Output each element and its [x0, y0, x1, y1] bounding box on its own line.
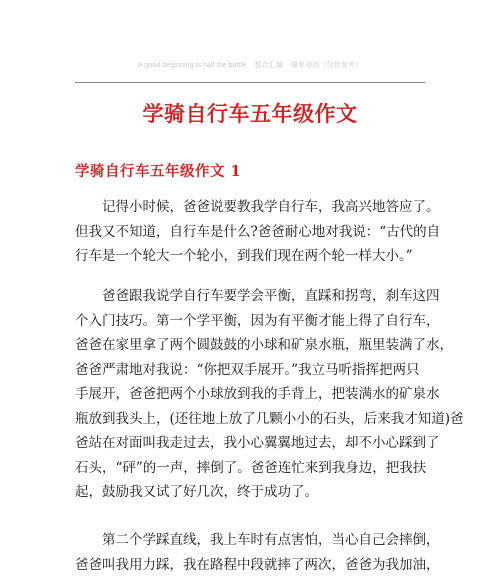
paragraph-line: 爸爸在家里拿了两个圆鼓鼓的小球和矿泉水瓶，瓶里装满了水， — [75, 333, 435, 358]
header-compiled: 整合汇编 — [255, 62, 283, 69]
paragraph-line: 行车是一个轮大一个轮小，到我们现在两个轮一样大小。” — [75, 244, 435, 269]
header-rule — [75, 82, 425, 83]
header-motto: A good beginning is half the battle — [138, 62, 247, 69]
paragraph-line: 但我又不知道，自行车是什么?爸爸耐心地对我说：“古代的自 — [75, 220, 435, 245]
paragraph-line: 第二个学踩直线，我上车时有点害怕，当心自己会摔倒， — [75, 528, 435, 553]
section-heading: 学骑自行车五年级作文 1 — [75, 160, 241, 181]
paragraph-2 — [75, 284, 435, 505]
paragraph-3 — [75, 528, 435, 577]
paragraph-line: 爸爸跟我说学自行车要学会平衡，直踩和拐弯，刹车这四 — [75, 284, 435, 309]
document-title: 学骑自行车五年级作文 — [0, 98, 500, 128]
paragraph-line: 爸爸叫我用力踩，我在路程中段就摔了两次，爸爸为我加油， — [75, 553, 435, 577]
paragraph-line: 爸爸严肃地对我说：“你把双手展开。”我立马听指挥把两只 — [75, 358, 435, 383]
paragraph-line: 石头，“砰”的一声，摔倒了。爸爸连忙来到我身边，把我扶 — [75, 456, 435, 481]
paragraph-line: 瓶放到我头上，(还往地上放了几颗小小的石头，后来我才知道)爸 — [75, 407, 435, 432]
header-note: 简单易用（仅供参考） — [291, 62, 362, 69]
paragraph-line: 个入门技巧。第一个学平衡，因为有平衡才能上得了自行车， — [75, 309, 435, 334]
paragraph-line: 记得小时候，爸爸说要教我学自行车，我高兴地答应了。 — [75, 195, 435, 220]
paragraph-line: 手展开，爸爸把两个小球放到我的手背上，把装满水的矿泉水 — [75, 382, 435, 407]
paragraph-1 — [75, 195, 435, 269]
paragraph-line: 爸站在对面叫我走过去，我小心翼翼地过去，却不小心踩到了 — [75, 431, 435, 456]
page-header — [0, 60, 500, 70]
paragraph-line: 起，鼓励我又试了好几次，终于成功了。 — [75, 480, 435, 505]
